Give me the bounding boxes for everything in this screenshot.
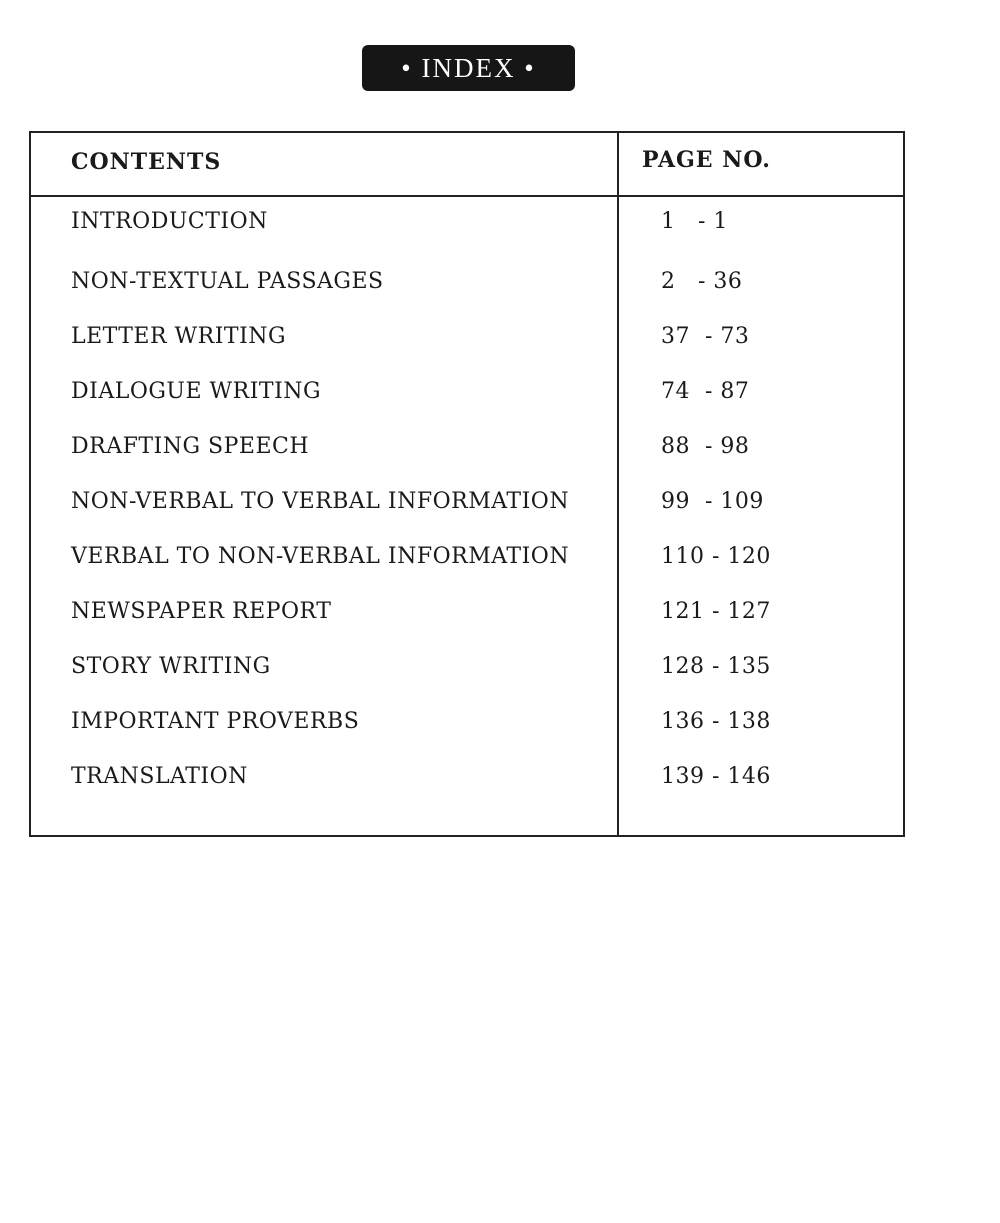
index-rows xyxy=(31,133,903,835)
row-pages: 121 - 127 xyxy=(661,599,771,624)
contents-header: CONTENTS xyxy=(71,149,222,175)
row-pages: 37 - 73 xyxy=(661,324,750,349)
row-topic: VERBAL TO NON-VERBAL INFORMATION xyxy=(71,544,570,569)
row-topic: NON-VERBAL TO VERBAL INFORMATION xyxy=(71,489,570,514)
row-pages: 99 - 109 xyxy=(661,489,764,514)
row-pages: 1 - 1 xyxy=(661,209,728,234)
page-no-header: PAGE NO. xyxy=(642,147,771,173)
row-topic: DRAFTING SPEECH xyxy=(71,434,310,459)
row-topic: LETTER WRITING xyxy=(71,324,287,349)
index-title: • INDEX • xyxy=(401,52,536,83)
row-pages: 88 - 98 xyxy=(661,434,750,459)
table-row xyxy=(31,709,903,743)
row-topic: IMPORTANT PROVERBS xyxy=(71,709,360,734)
row-pages: 74 - 87 xyxy=(661,379,750,404)
row-pages: 2 - 36 xyxy=(661,269,743,294)
row-pages: 110 - 120 xyxy=(661,544,771,569)
table-row xyxy=(31,269,903,303)
index-title-badge xyxy=(362,45,575,91)
row-pages: 128 - 135 xyxy=(661,654,771,679)
table-row xyxy=(31,434,903,468)
row-topic: INTRODUCTION xyxy=(71,209,268,234)
row-pages: 139 - 146 xyxy=(661,764,771,789)
table-row xyxy=(31,544,903,578)
table-row xyxy=(31,599,903,633)
table-row xyxy=(31,379,903,413)
table-row xyxy=(31,489,903,523)
table-row xyxy=(31,764,903,798)
index-table xyxy=(29,131,905,837)
row-topic: STORY WRITING xyxy=(71,654,271,679)
row-topic: NEWSPAPER REPORT xyxy=(71,599,332,624)
row-topic: NON-TEXTUAL PASSAGES xyxy=(71,269,384,294)
row-topic: TRANSLATION xyxy=(71,764,248,789)
row-topic: DIALOGUE WRITING xyxy=(71,379,322,404)
row-pages: 136 - 138 xyxy=(661,709,771,734)
table-row xyxy=(31,324,903,358)
table-row xyxy=(31,209,903,243)
table-row xyxy=(31,654,903,688)
